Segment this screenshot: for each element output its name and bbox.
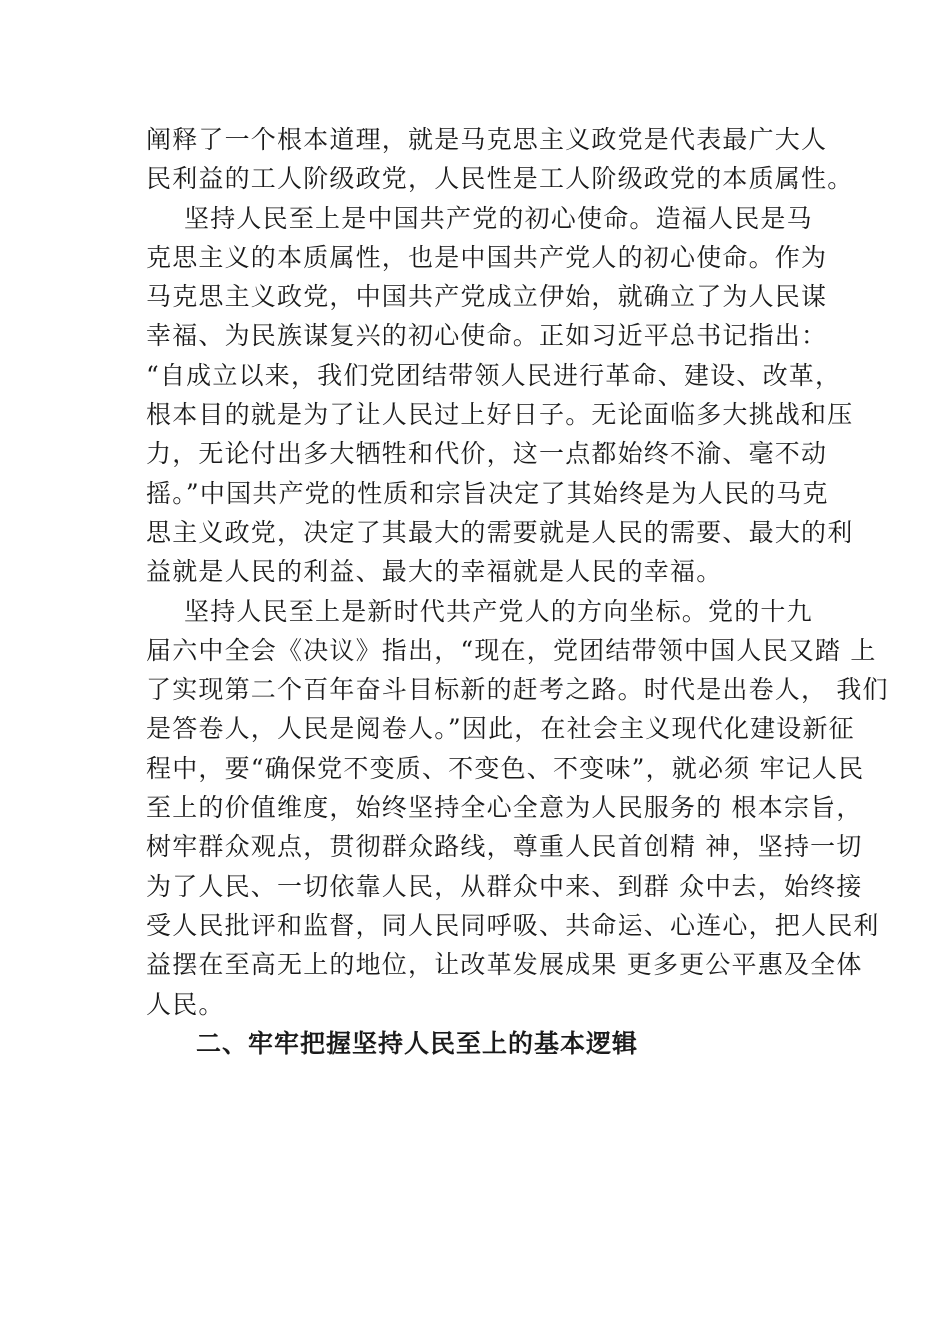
text-line: 人民。 bbox=[146, 989, 225, 1019]
text-line: 树牢群众观点，贯彻群众路线，尊重人民首创精 神，坚持一切 bbox=[146, 832, 863, 862]
text-line: 至上的价值维度，始终坚持全心全意为人民服务的 根本宗旨， bbox=[146, 793, 863, 823]
text-line: 了实现第二个百年奋斗目标新的赶考之路。时代是出卷人， 我们 bbox=[146, 675, 889, 705]
text-line: 程中，要“确保党不变质、不变色、不变味”，就必须 牢记人民 bbox=[146, 753, 865, 783]
text-line: 坚持人民至上是中国共产党的初心使命。造福人民是马 bbox=[184, 203, 813, 233]
text-line: 幸福、为民族谋复兴的初心使命。正如习近平总书记指出： bbox=[146, 321, 828, 351]
text-line: 是答卷人，人民是阅卷人。”因此，在社会主义现代化建设新征 bbox=[146, 714, 855, 744]
text-line: 为了人民、一切依靠人民，从群众中来、到群 众中去，始终接 bbox=[146, 871, 863, 901]
section-heading: 二、牢牢把握坚持人民至上的基本逻辑 bbox=[196, 1028, 639, 1058]
text-line: 受人民批评和监督，同人民同呼吸、共命运、心连心，把人民利 bbox=[146, 910, 880, 940]
text-line: 益就是人民的利益、最大的幸福就是人民的幸福。 bbox=[146, 557, 723, 587]
paragraph-3 bbox=[146, 592, 889, 1024]
text-line: 根本目的就是为了让人民过上好日子。无论面临多大挑战和压 bbox=[146, 400, 854, 430]
text-line: 思主义政党，决定了其最大的需要就是人民的需要、最大的利 bbox=[146, 517, 854, 547]
text-line: 民利益的工人阶级政党，人民性是工人阶级政党的本质属性。 bbox=[146, 164, 854, 194]
document-body bbox=[146, 120, 889, 1063]
text-line: 摇。”中国共产党的性质和宗旨决定了其始终是为人民的马克 bbox=[146, 478, 829, 508]
text-line: 克思主义的本质属性，也是中国共产党人的初心使命。作为 bbox=[146, 242, 828, 272]
paragraph-1 bbox=[146, 120, 854, 199]
text-line: 届六中全会《决议》指出，“现在，党团结带领中国人民又踏 上 bbox=[146, 635, 877, 665]
text-line: 力，无论付出多大牺牲和代价，这一点都始终不渝、毫不动 bbox=[146, 439, 828, 469]
text-line: 益摆在至高无上的地位，让改革发展成果 更多更公平惠及全体 bbox=[146, 950, 863, 980]
text-line: 坚持人民至上是新时代共产党人的方向坐标。党的十九 bbox=[184, 596, 813, 626]
text-line: “自成立以来，我们党团结带领人民进行革命、建设、改革， bbox=[146, 360, 842, 390]
text-line: 阐释了一个根本道理，就是马克思主义政党是代表最广大人 bbox=[146, 125, 828, 154]
text-line: 马克思主义政党，中国共产党成立伊始，就确立了为人民谋 bbox=[146, 282, 828, 312]
paragraph-2 bbox=[146, 199, 854, 592]
